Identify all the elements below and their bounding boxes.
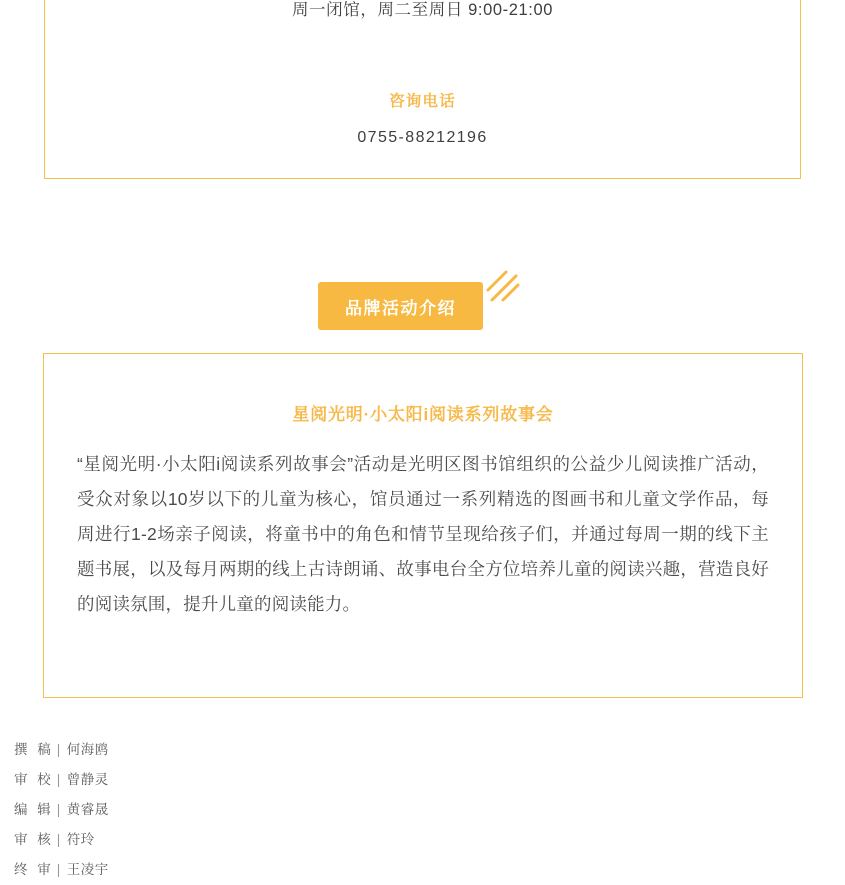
credit-row [14,825,414,855]
credit-row [14,765,414,795]
sparkle-icon [486,270,526,306]
credit-role: 审 核 [14,832,54,847]
credit-name: 曾静灵 [66,772,109,787]
credit-separator: | [56,802,61,817]
credit-separator: | [56,742,61,757]
activity-description: “星阅光明·小太阳i阅读系列故事会”活动是光明区图书馆组织的公益少儿阅读推广活动，受众对象以10岁以下的儿童为核心，馆员通过一系列精选的图画书和儿童文学作品，每周进行1-2场亲子阅读，将童书中的角色和情节呈现给孩子们，并通过每周一期的线下主题书展，以及每月两期的线上古诗朗诵、故事电台全方位培养儿童的阅读兴趣，营造良好的阅读氛围，提升儿童的阅读能力。 [77,454,769,614]
section-heading [318,270,538,340]
credit-separator: | [56,832,61,847]
section-tag-badge [318,282,483,330]
library-info-card [44,0,801,179]
credits-block [14,735,414,885]
phone-number-text: 0755-88212196 [357,129,488,146]
credit-name: 黄睿晟 [66,802,109,817]
credit-role: 审 校 [14,772,54,787]
credit-row [14,855,414,885]
activity-title: 星阅光明·小太阳i阅读系列故事会 [292,405,554,424]
phone-title-label: 咨询电话 [389,93,456,110]
credit-name: 何海鸥 [66,742,109,757]
credit-name: 符玲 [66,832,95,847]
credit-role: 撰 稿 [14,742,54,757]
credit-separator: | [56,772,61,787]
activity-intro-card [43,353,803,698]
credit-row [14,735,414,765]
credit-name: 王凌宇 [66,862,109,877]
section-tag-label: 品牌活动介绍 [345,298,456,318]
credit-role: 编 辑 [14,802,54,817]
credit-separator: | [56,862,61,877]
credit-role: 终 审 [14,862,54,877]
credit-row [14,795,414,825]
opening-hours-text: 周一闭馆，周二至周日 9:00-21:00 [291,1,554,19]
